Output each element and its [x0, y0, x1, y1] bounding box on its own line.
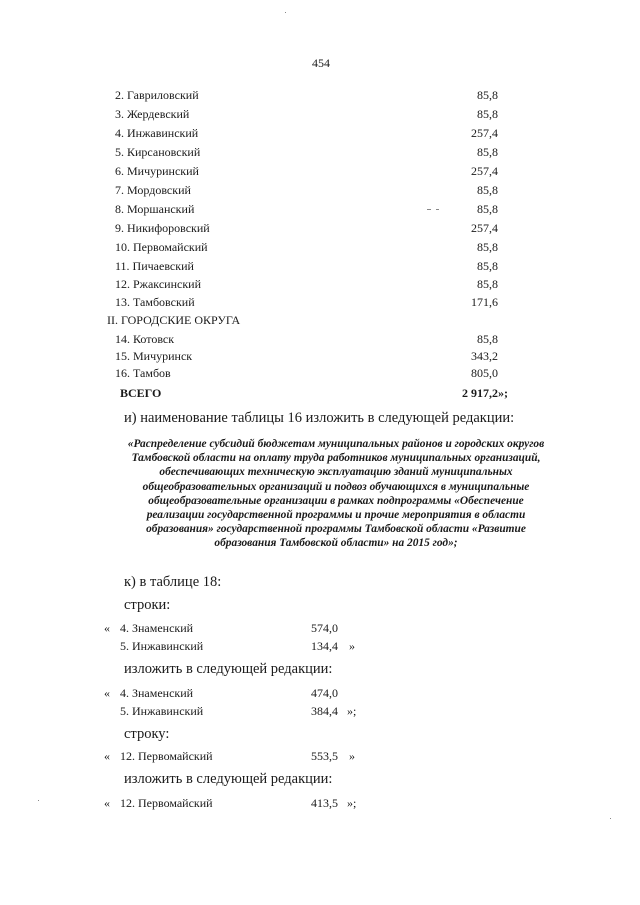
table-row-value: 85,8 [477, 107, 498, 121]
table-row-name: 11. Пичаевский [115, 259, 194, 273]
table-row-name: 8. Моршанский [115, 202, 195, 216]
label-izlozhit: изложить в следующей редакции: [124, 661, 333, 677]
table-row-value: 553,5 [311, 749, 338, 763]
open-quote: « [104, 796, 110, 810]
table-row-value: 384,4 [311, 704, 338, 718]
paragraph-k: к) в таблице 18: [124, 574, 222, 590]
table-row-value: 257,4 [471, 126, 498, 140]
section-heading: II. ГОРОДСКИЕ ОКРУГА [107, 313, 241, 327]
title-line: общеобразовательных организаций и подвоз обучающихся в муниципальные [142, 480, 530, 493]
close-quote: » [349, 749, 355, 763]
table-row-value: 85,8 [477, 240, 498, 254]
total-label: ВСЕГО [120, 386, 162, 400]
table-row-value: 85,8 [477, 259, 498, 273]
scan-speck [427, 209, 431, 210]
table-row-name: 3. Жердевский [115, 107, 190, 121]
close-quote: »; [347, 704, 357, 718]
table-row-name: 12. Первомайский [120, 796, 213, 810]
table-row-value: 413,5 [311, 796, 338, 810]
table-row-name: 6. Мичуринский [115, 164, 199, 178]
scan-speck [436, 209, 439, 210]
label-stroku: строку: [124, 726, 170, 742]
scan-speck [38, 800, 39, 801]
paragraph-i: и) наименование таблицы 16 изложить в следующей редакции: [124, 410, 515, 426]
total-value: 2 917,2»; [462, 386, 508, 400]
label-izlozhit: изложить в следующей редакции: [124, 771, 333, 787]
scan-speck [610, 818, 611, 819]
label-stroki: строки: [124, 597, 171, 613]
table-row-value: 574,0 [311, 621, 338, 635]
table-row-value: 85,8 [477, 332, 498, 346]
table-row-name: 4. Инжавинский [115, 126, 199, 140]
table-16-title [88, 437, 584, 551]
title-line: образования» государственной программы Тамбовской области «Развитие [146, 523, 526, 536]
table-row-name: 4. Знаменский [120, 621, 194, 635]
close-quote: »; [347, 796, 357, 810]
table-row-value: 85,8 [477, 88, 498, 102]
table-row-name: 2. Гавриловский [115, 88, 199, 102]
table-row-name: 5. Инжавинский [120, 704, 204, 718]
table-row-value: 85,8 [477, 277, 498, 291]
title-line: «Распределение субсидий бюджетам муниципальных районов и городских округов [127, 438, 545, 450]
open-quote: « [104, 686, 110, 700]
title-line: общеобразовательные организации в рамках подпрограммы «Обеспечение [148, 494, 524, 507]
title-line: обеспечивающих техническую эксплуатацию зданий муниципальных [159, 466, 513, 479]
table-row-name: 12. Первомайский [120, 749, 213, 763]
table-row-value: 85,8 [477, 145, 498, 159]
open-quote: « [104, 749, 110, 763]
table-row-name: 10. Первомайский [115, 240, 208, 254]
table-row-value: 85,8 [477, 183, 498, 197]
title-line: образования Тамбовской области» на 2015 год»; [214, 537, 458, 550]
table-row-name: 15. Мичуринск [115, 349, 193, 363]
title-line: реализации государственной программы и прочие мероприятия в области [146, 509, 526, 522]
open-quote: « [104, 621, 110, 635]
scan-speck [285, 12, 286, 13]
table-row-name: 7. Мордовский [115, 183, 191, 197]
table-row-value: 257,4 [471, 164, 498, 178]
table-row-value: 85,8 [477, 202, 498, 216]
table-row-value: 171,6 [471, 295, 498, 309]
table-row-name: 12. Ржаксинский [115, 277, 201, 291]
table-row-value: 343,2 [471, 349, 498, 363]
table-row-name: 9. Никифоровский [115, 221, 210, 235]
table-row-name: 14. Котовск [115, 332, 175, 346]
page-number: 454 [312, 56, 330, 70]
table-row-value: 134,4 [311, 639, 338, 653]
table-row-name: 5. Кирсановский [115, 145, 201, 159]
close-quote: » [349, 639, 355, 653]
table-row-name: 5. Инжавинский [120, 639, 204, 653]
table-row-value: 805,0 [471, 366, 498, 380]
table-row-name: 4. Знаменский [120, 686, 194, 700]
table-row-value: 257,4 [471, 221, 498, 235]
table-row-value: 474,0 [311, 686, 338, 700]
title-line: Тамбовской области на оплату труда работников муниципальных организаций, [131, 452, 541, 465]
table-row-name: 13. Тамбовский [115, 295, 195, 309]
table-row-name: 16. Тамбов [115, 366, 171, 380]
